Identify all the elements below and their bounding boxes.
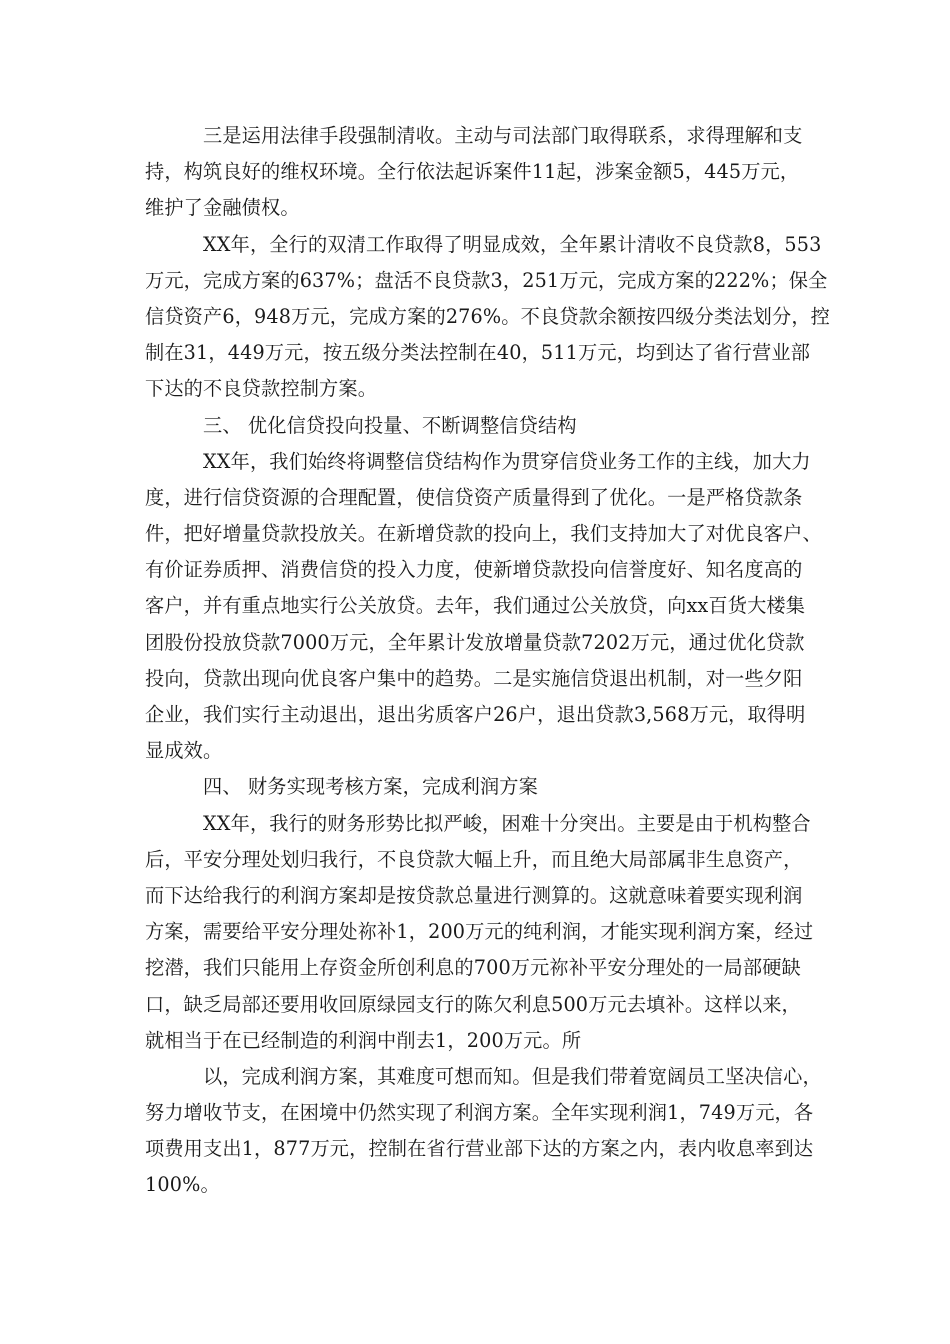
text-line: 100%。 [145, 1173, 220, 1197]
text-line: 后，平安分理处划归我行，不良贷款大幅上升，而且绝大局部属非生息资产， [145, 847, 803, 871]
text-line: 团股份投放贷款7000万元，全年累计发放增量贷款7202万元，通过优化贷款 [145, 630, 805, 654]
text-line: XX年，我行的财务形势比拟严峻，困难十分突出。主要是由于机构整合 [203, 811, 811, 835]
text-line: 万元，完成方案的637%；盘活不良贷款3，251万元，完成方案的222%；保全 [145, 268, 828, 292]
text-line: 显成效。 [145, 739, 223, 763]
text-line: 客户，并有重点地实行公关放贷。去年，我们通过公关放贷，向xx百货大楼集 [145, 594, 806, 618]
text-line: 而下达给我行的利润方案却是按贷款总量进行测算的。这就意味着要实现利润 [145, 883, 803, 907]
text-line: 下达的不良贷款控制方案。 [145, 377, 378, 401]
text-line: 挖潜，我们只能用上存资金所创利息的700万元祢补平安分理处的一局部硬缺 [145, 956, 801, 980]
section-heading: 三、 优化信贷投向投量、不断调整信贷结构 [203, 413, 577, 437]
text-line: 方案，需要给平安分理处祢补1，200万元的纯利润，才能实现利润方案，经过 [145, 920, 814, 944]
text-line: 度，进行信贷资源的合理配置，使信贷资产质量得到了优化。一是严格贷款条 [145, 485, 803, 509]
text-line: 件，把好增量贷款投放关。在新增贷款的投向上，我们支持加大了对优良客户、 [145, 522, 822, 546]
text-line: 口，缺乏局部还要用收回原绿园支行的陈欠利息500万元去填补。这样以来， [145, 992, 801, 1016]
text-line: 投向，贷款出现向优良客户集中的趋势。二是实施信贷退出机制，对一些夕阳 [145, 666, 803, 690]
text-line: 持，构筑良好的维权环境。全行依法起诉案件11起，涉案金额5，445万元， [145, 160, 800, 184]
text-line: 企业，我们实行主动退出，退出劣质客户26户，退出贷款3,568万元，取得明 [145, 703, 806, 726]
text-line: 三是运用法律手段强制清收。主动与司法部门取得联系，求得理解和支 [203, 124, 803, 147]
text-line: 就相当于在已经制造的利润中削去1，200万元。所 [145, 1028, 582, 1052]
document-body [145, 118, 831, 1204]
text-line: 项费用支出1，877万元，控制在省行营业部下达的方案之内，表内收息率到达 [145, 1137, 814, 1161]
section-heading: 四、 财务实现考核方案，完成利润方案 [203, 775, 538, 799]
text-line: XX年，全行的双清工作取得了明显成效，全年累计清收不良贷款8，553 [203, 232, 822, 256]
text-line: 以，完成利润方案，其难度可想而知。但是我们带着宽阔员工坚决信心， [203, 1064, 822, 1088]
text-line: XX年，我们始终将调整信贷结构作为贯穿信贷业务工作的主线，加大力 [203, 449, 811, 473]
text-line: 制在31，449万元，按五级分类法控制在40，511万元，均到达了省行营业部 [145, 341, 811, 365]
text-line: 努力增收节支，在困境中仍然实现了利润方案。全年实现利润1，749万元，各 [145, 1101, 814, 1125]
text-line: 有价证券质押、消费信贷的投入力度，使新增贷款投向信誉度好、知名度高的 [145, 558, 803, 582]
text-line: 信贷资产6，948万元，完成方案的276%。不良贷款余额按四级分类法划分，控 [145, 304, 831, 328]
text-line: 维护了金融债权。 [145, 196, 300, 220]
